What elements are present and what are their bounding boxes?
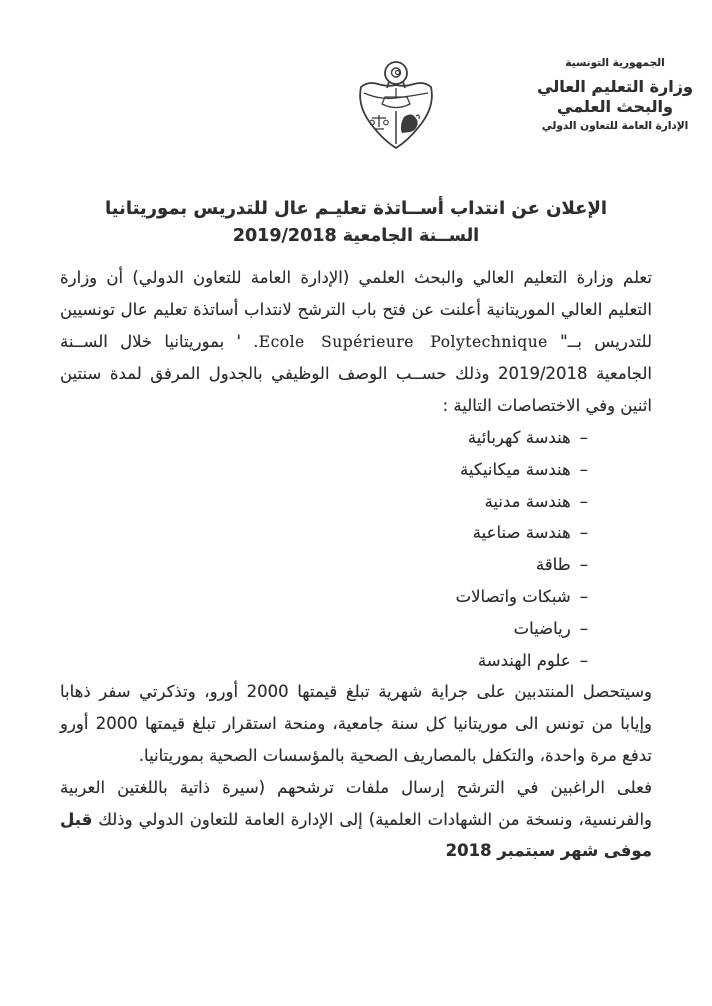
republic-name: الجمهورية التونسية (565, 57, 665, 69)
specialty-item (60, 613, 588, 645)
dash-bullet: – (579, 555, 588, 575)
dash-bullet: – (579, 650, 588, 670)
specialty-label: رياضيات (513, 618, 571, 638)
ministry-name-line1: وزارة التعليم العالي (537, 77, 693, 97)
dash-bullet: – (579, 427, 588, 447)
title-line1: الإعلان عن انتداب أســاتذة تعليـم عال للتدريس بموريتانيا (104, 198, 608, 219)
specialty-label: طاقة (535, 555, 571, 575)
dash-bullet: – (579, 459, 588, 479)
header-block (524, 57, 706, 132)
tunisia-coat-of-arms-icon (352, 60, 440, 152)
application-text: فعلى الراغبين في الترشح إرسال ملفات ترشحهم (سيرة ذاتية باللغتين العربية والفرنسية، ونسخة من الشهادات العلمية) إلى الإدارة العامة للتعاون الدولي وذلك (60, 777, 652, 829)
dash-bullet: – (579, 618, 588, 638)
specialty-label: علوم الهندسة (477, 650, 571, 670)
specialty-item (60, 645, 588, 677)
specialties-list (60, 422, 652, 676)
intro-text-part1: تعلم وزارة التعليم العالي والبحث العلمي (الإدارة العامة للتعاون الدولي) أن وزارة التعليم العالي الموريتانية أعلنت عن فتح باب الترشح لانتداب أساتذة تعليم عال تونسيين للتدريس بــ" (60, 268, 652, 351)
ministry-name (524, 77, 706, 117)
document-body (60, 262, 652, 867)
document-title (0, 198, 712, 246)
specialty-item (60, 517, 588, 549)
specialty-label: هندسة مدنية (484, 491, 571, 511)
specialty-item (60, 549, 588, 581)
benefits-paragraph: وسيتحصل المنتدبين على جراية شهرية تبلغ قيمتها 2000 أورو، وتذكرتي سفر ذهابا وإيابا من تونس الى موريتانيا كل سنة جامعية، ومنحة استقرار تبلغ قيمتها 2000 أورو تدفع مرة واحدة، والتكفل بالمصاريف الصحية بالمؤسسات الصحية بموريتانيا. (60, 682, 653, 765)
specialty-label: هندسة كهربائية (467, 427, 571, 447)
specialty-label: شبكات واتصالات (455, 586, 571, 606)
specialty-item (60, 486, 588, 518)
intro-paragraph (60, 262, 652, 422)
ministry-name-line2: والبحث العلمي (557, 97, 673, 117)
application-paragraph (60, 772, 652, 867)
specialty-label: هندسة صناعية (472, 523, 571, 543)
school-name-latin: Ecole Supérieure Polytechnique. (253, 332, 548, 351)
title-line2-academic-year: الســنة الجامعية 2019/2018 (232, 226, 480, 246)
specialty-item (60, 454, 588, 486)
directorate-name: الإدارة العامة للتعاون الدولي (541, 120, 689, 133)
specialty-label: هندسة ميكانيكية (460, 459, 571, 479)
dash-bullet: – (579, 523, 588, 543)
specialty-item (60, 422, 588, 454)
intro-text-part2: ' بموريتانيا خلال الســنة الجامعية 2019/2018 وذلك حســب الوصف الوظيفي بالجدول المرفق لمدة سنتين اثنين وفي الاختصاصات التالية : (60, 331, 652, 416)
specialty-item (60, 581, 588, 613)
dash-bullet: – (579, 491, 588, 511)
dash-bullet: – (579, 586, 588, 606)
deadline-text: قبل موفى شهر سبتمبر 2018 (60, 809, 652, 861)
